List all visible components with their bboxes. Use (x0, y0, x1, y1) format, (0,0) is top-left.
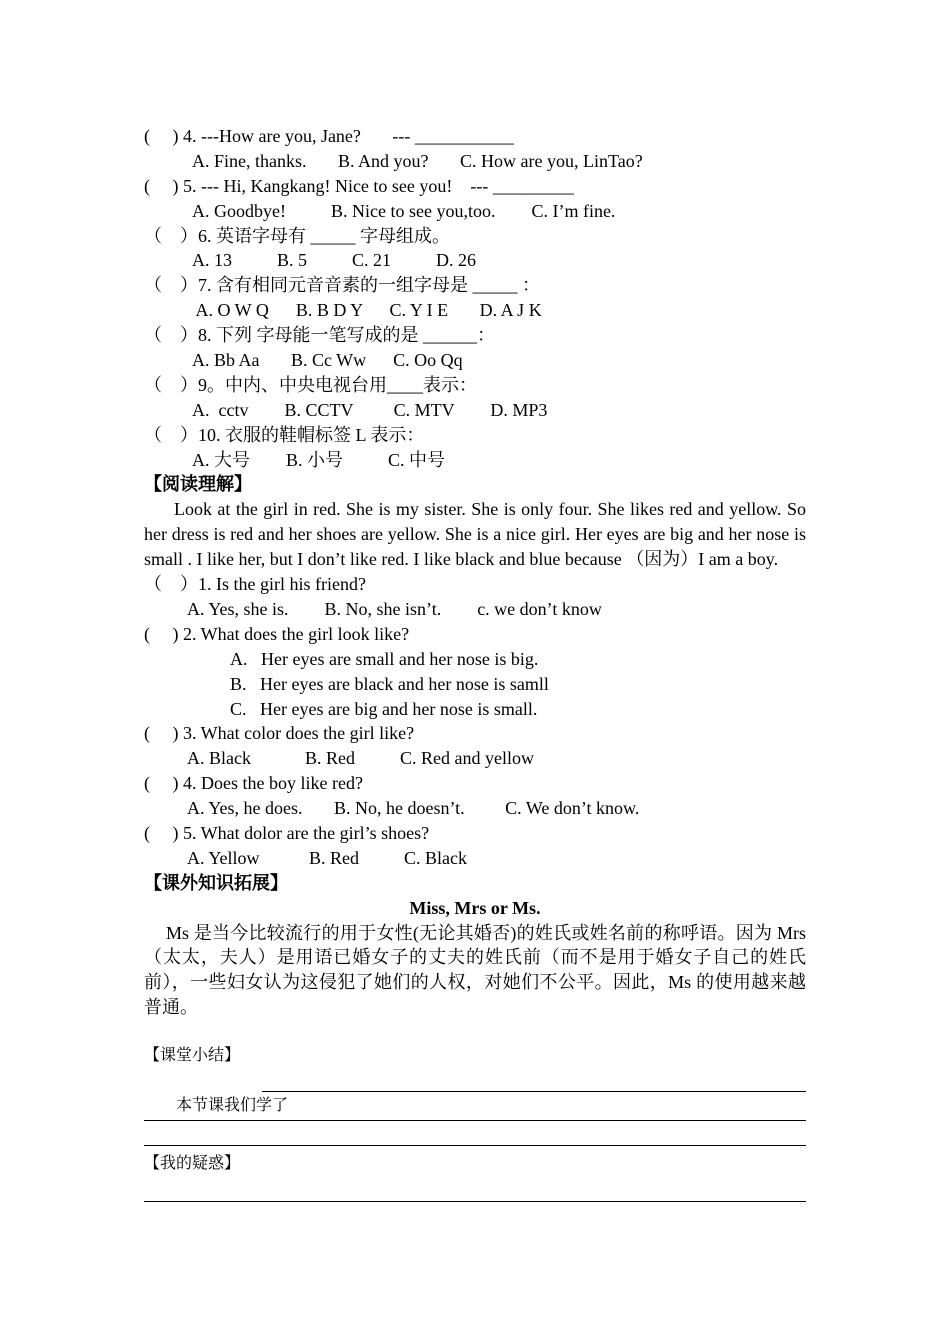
question-7-options: A. O W Q B. B D Y C. Y I E D. A J K (192, 300, 542, 321)
extension-body-text: Ms 是当今比较流行的用于女性(无论其婚否)的姓氏或姓名前的称呼语。因为 Mrs（太太，夫人）是用语已婚女子的丈夫的姓氏前（而不是用于婚女子自己的姓氏前），一些妇女认为这侵犯了她们的人权，对她们不公平。因此，Ms 的使用越来越普通。 (144, 922, 806, 1018)
question-5-options: A. Goodbye! B. Nice to see you,too. C. I’m fine. (192, 200, 616, 221)
question-7: （ ）7. 含有相同元音音素的一组字母是 _____ ： (144, 275, 540, 296)
summary-prompt-line (144, 1069, 806, 1114)
reading-question-2-option-c: C. Her eyes are big and her nose is small. (230, 698, 538, 719)
question-5: ( ) 5. --- Hi, Kangkang! Nice to see you! --- _________ (144, 175, 574, 196)
question-9-options: A. cctv B. CCTV C. MTV D. MP3 (192, 399, 548, 420)
extension-body (144, 921, 806, 1021)
doubts-section (144, 1152, 806, 1202)
question-8-options: A. Bb Aa B. Cc Ww C. Oo Qq (192, 350, 463, 371)
doubts-answer-line (144, 1177, 806, 1202)
extension-heading: 【课外知识拓展】 (144, 872, 288, 893)
choice-section (144, 124, 806, 472)
summary-heading: 【课堂小结】 (144, 1047, 241, 1065)
reading-question-1-options: A. Yes, she is. B. No, she isn’t. c. we don’t know (187, 598, 602, 619)
reading-passage-text: Look at the girl in red. She is my sister. She is only four. She likes red and yellow. So her dress is red and her shoes are yellow. She is a nice girl. Her eyes are big and her nose is small . I like her, but I don’t like red. I like black and blue because （因为）I am a boy. (144, 499, 806, 570)
summary-answer-line-3 (144, 1121, 806, 1146)
reading-question-3: ( ) 3. What color does the girl like? (144, 723, 415, 744)
reading-question-3-options: A. Black B. Red C. Red and yellow (187, 748, 534, 769)
question-4-options: A. Fine, thanks. B. And you? C. How are you, LinTao? (192, 150, 643, 171)
question-10: （ ）10. 衣服的鞋帽标签 L 表示： (144, 424, 425, 445)
summary-section (144, 1044, 806, 1146)
reading-passage (144, 497, 806, 572)
reading-heading: 【阅读理解】 (144, 474, 252, 495)
doubts-heading: 【我的疑惑】 (144, 1155, 241, 1173)
spacer (144, 1020, 806, 1044)
summary-answer-line-1 (262, 1091, 806, 1092)
reading-question-2-option-b: B. Her eyes are black and her nose is samll (230, 673, 549, 694)
question-10-options: A. 大号 B. 小号 C. 中号 (192, 449, 446, 470)
question-6: （ ）6. 英语字母有 _____ 字母组成。 (144, 225, 450, 246)
extension-title: Miss, Mrs or Ms. (409, 897, 541, 918)
reading-question-5: ( ) 5. What dolor are the girl’s shoes? (144, 822, 430, 843)
summary-prompt: 本节课我们学了 (176, 1096, 289, 1114)
worksheet-content (144, 124, 806, 1202)
extension-section (144, 871, 806, 1020)
reading-section (144, 472, 806, 870)
reading-question-4-options: A. Yes, he does. B. No, he doesn’t. C. We don’t know. (187, 798, 640, 819)
question-9: （ ）9。中内、中央电视台用____表示： (144, 374, 477, 395)
reading-question-2-option-a: A. Her eyes are small and her nose is big. (230, 648, 539, 669)
question-6-options: A. 13 B. 5 C. 21 D. 26 (192, 250, 477, 271)
question-4: ( ) 4. ---How are you, Jane? --- ___________ (144, 126, 514, 146)
reading-question-2: ( ) 2. What does the girl look like? (144, 623, 410, 644)
reading-question-5-options: A. Yellow B. Red C. Black (187, 847, 468, 868)
reading-question-4: ( ) 4. Does the boy like red? (144, 773, 363, 794)
reading-question-1: （ ）1. Is the girl his friend? (144, 574, 366, 595)
question-8: （ ）8. 下列 字母能一笔写成的是 ______： (144, 325, 495, 346)
